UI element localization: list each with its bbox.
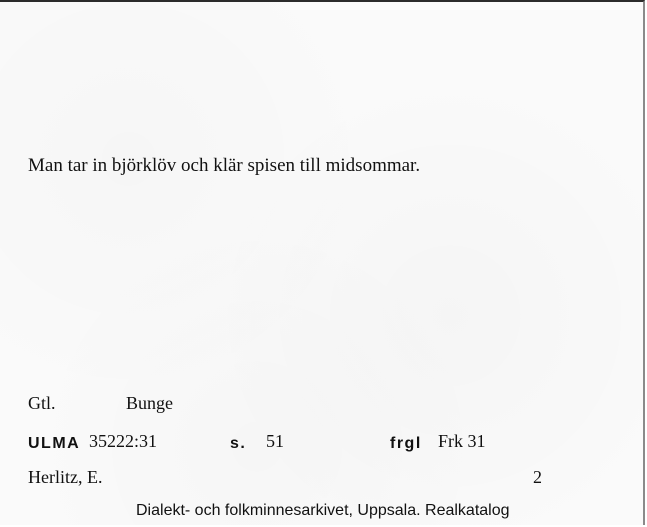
page-number: 51 — [266, 431, 284, 451]
archive-label: ULMA — [28, 435, 81, 452]
collector-name: Herlitz, E. — [28, 467, 103, 487]
page-label: s. — [230, 435, 247, 452]
region-abbrev: Gtl. — [28, 393, 56, 413]
card-text: Man tar in björklöv och klär spisen till midsommar. — [28, 155, 421, 176]
parish-name: Bunge — [126, 393, 173, 413]
archive-number: 35222:31 — [89, 431, 158, 451]
card-number: 2 — [533, 467, 542, 487]
question-value: Frk 31 — [438, 431, 486, 451]
archive-footer: Dialekt- och folkminnesarkivet, Uppsala. Realkatalog — [136, 502, 510, 519]
question-label: frgl — [390, 435, 422, 452]
